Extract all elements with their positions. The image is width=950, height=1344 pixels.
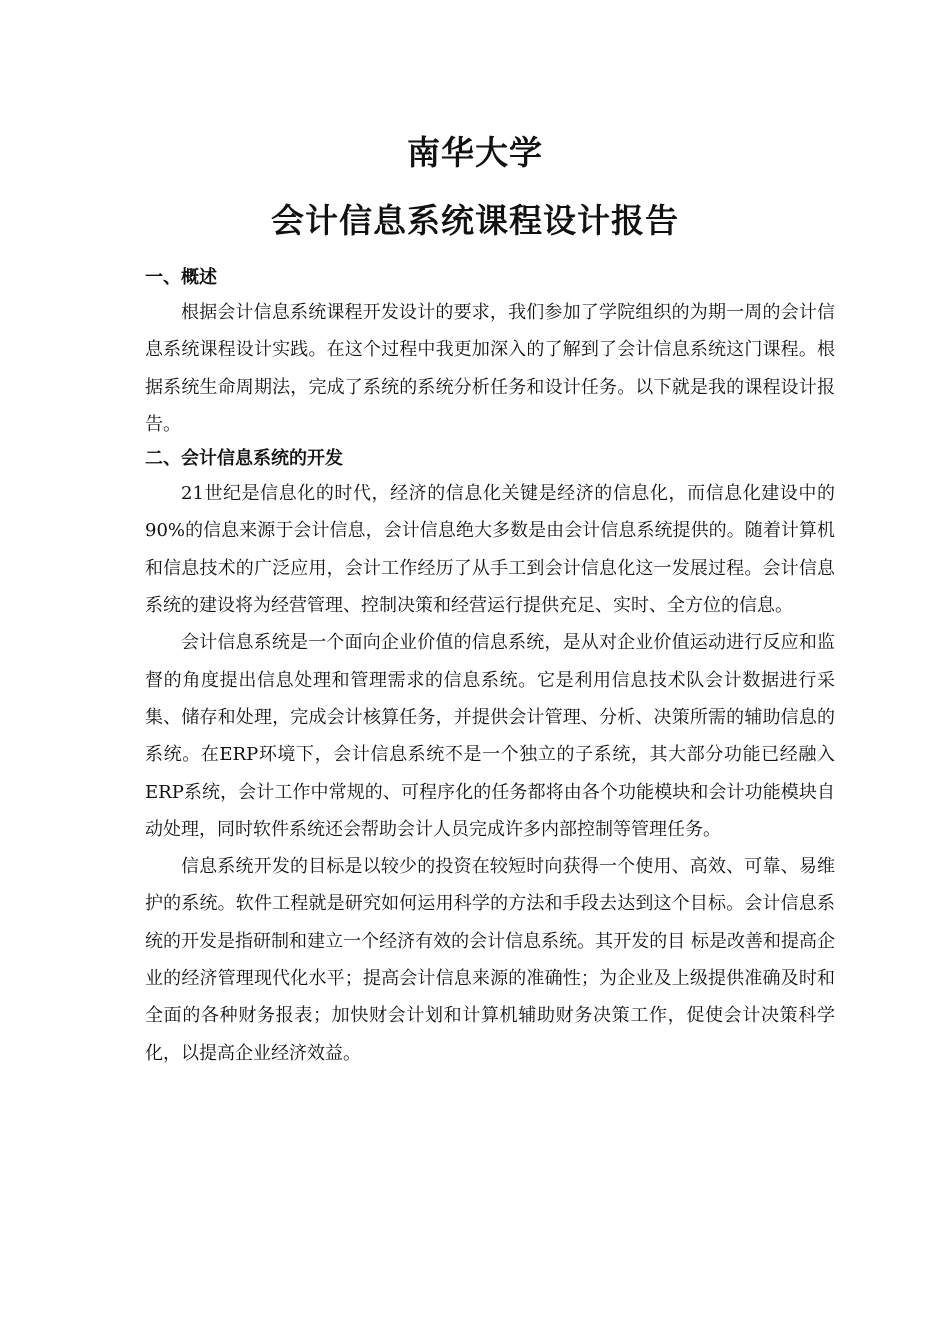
section-overview <box>145 262 835 443</box>
section-heading: 二、会计信息系统的开发 <box>145 448 343 470</box>
paragraph: 会计信息系统是一个面向企业价值的信息系统，是从对企业价值运动进行反应和监督的角度提出信息处理和管理需求的信息系统。它是利用信息技术队会计数据进行采集、储存和处理，完成会计核算任务，并提供会计管理、分析、决策所需的辅助信息的系统。在ERP环境下，会计信息系统不是一个独立的子系统，其大部分功能已经融入ERP系统，会计工作中常规的、可程序化的任务都将由各个功能模块和会计功能模块自动处理，同时软件系统还会帮助会计人员完成许多内部控制等管理任务。 <box>145 632 835 840</box>
report-title: 会计信息系统课程设计报告 <box>271 201 679 240</box>
school-title: 南华大学 <box>407 133 543 172</box>
paragraph: 信息系统开发的目标是以较少的投资在较短时向获得一个使用、高效、可靠、易维护的系统。软件工程就是研究如何运用科学的方法和手段去达到这个目标。会计信息系统的开发是指研制和建立一个经济有效的会计信息系统。其开发的目 标是改善和提高企业的经济管理现代化水平；提高会计信息来源的准确性；为企业及上级提供准确及时和全面的各种财务报表；加快财会计划和计算机辅助财务决策工作，促使会计决策科学化，以提高企业经济效益。 <box>145 856 835 1064</box>
section-development <box>145 443 835 1072</box>
section-heading: 一、概述 <box>145 267 217 288</box>
paragraph: 21世纪是信息化的时代，经济的信息化关键是经济的信息化，而信息化建设中的90%的信息来源于会计信息，会计信息绝大多数是由会计信息系统提供的。随着计算机和信息技术的广泛应用，会计工作经历了从手工到会计信息化这一发展过程。会计信息系统的建设将为经营管理、控制决策和经营运行提供充足、实时、全方位的信息。 <box>145 483 835 617</box>
report-body <box>145 262 835 1072</box>
paragraph: 根据会计信息系统课程开发设计的要求，我们参加了学院组织的为期一周的会计信息系统课程设计实践。在这个过程中我更加深入的了解到了会计信息系统这门课程。根据系统生命周期法，完成了系统的系统分析任务和设计任务。以下就是我的课程设计报告。 <box>145 302 835 435</box>
